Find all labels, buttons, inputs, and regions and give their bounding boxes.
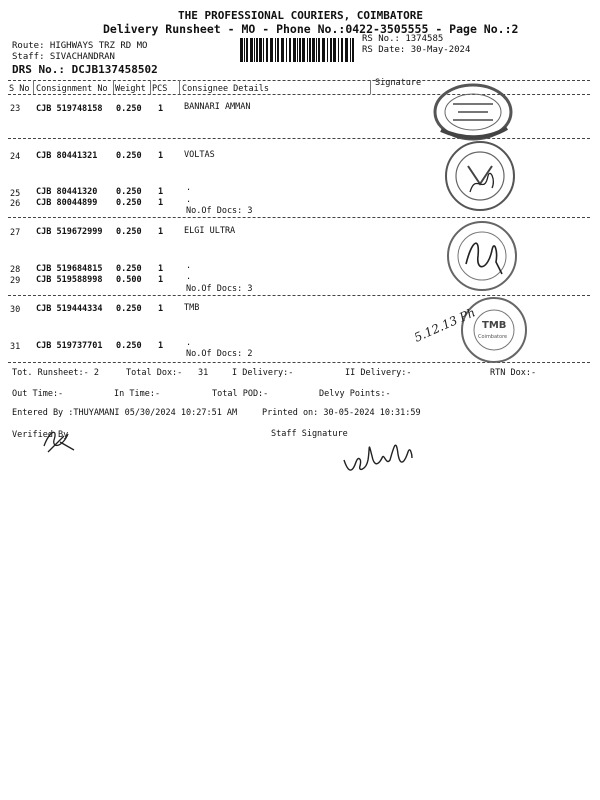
row-details: VOLTAS [184,150,215,160]
rtn-dox: RTN Dox:- [490,368,537,378]
voltas-stamp [430,136,530,216]
row-pcs: 1 [158,187,164,197]
row-consignment: CJB 519444334 [36,304,103,314]
row-pcs: 1 [158,104,164,114]
col-pcs: PCS [152,84,168,94]
runsheet-title: Delivery Runsheet - MO - Phone No.:0422-3505555 - Page No.:2 [103,22,519,36]
barcode-image [240,38,356,62]
row-weight: 0.250 [116,341,142,351]
row-weight: 0.250 [116,304,142,314]
delvy-points: Delvy Points:- [319,389,391,399]
svg-text:Coimbatore: Coimbatore [478,334,508,340]
row-details: . [186,272,192,282]
row-sno: 25 [10,189,21,199]
tmb-stamp [448,294,540,366]
row-pcs: 1 [158,151,164,161]
row-sno: 26 [10,199,21,209]
col-signature: Signature [375,78,422,88]
row-consignment: CJB 80044899 [36,198,98,208]
row-consignment: CJB 519672999 [36,227,103,237]
row-weight: 0.250 [116,151,142,161]
row-pcs: 1 [158,227,164,237]
col-weight: Weight [115,84,146,94]
row-consignment: CJB 519684815 [36,264,103,274]
row-consignment: CJB 519737701 [36,341,103,351]
row-pcs: 1 [158,198,164,208]
row-details: TMB [184,303,200,313]
row-weight: 0.250 [116,227,142,237]
ii-delivery: II Delivery:- [345,368,412,378]
row-weight: 0.250 [116,198,142,208]
rs-date: RS Date: 30-May-2024 [362,45,471,55]
row-details: ELGI ULTRA [184,226,236,236]
row-details: . [186,338,192,348]
row-consignment: CJB 80441321 [36,151,98,161]
in-time: In Time:- [114,389,161,399]
row-sno: 28 [10,265,21,275]
row-weight: 0.250 [116,187,142,197]
total-dox-label: Total Dox:- [126,368,183,378]
row-details: . [186,261,192,271]
out-time: Out Time:- [12,389,64,399]
row-consignment: CJB 80441320 [36,187,98,197]
row-details: BANNARI AMMAN [184,102,251,112]
docs-count-note: No.Of Docs: 3 [186,206,253,216]
route-label: Route: HIGHWAYS TRZ RD MO [12,41,148,51]
row-sno: 24 [10,152,21,162]
total-pod: Total POD:- [212,389,269,399]
row-pcs: 1 [158,264,164,274]
rs-number: RS No.: 1374585 [362,34,444,44]
handwritten-date: 5.12.13 Ph [411,305,478,345]
staff-handwritten-signature [338,436,418,480]
verified-by: Verified By [12,430,69,440]
docs-count-note: No.Of Docs: 3 [186,284,253,294]
row-sno: 27 [10,228,21,238]
verified-signature [40,424,80,456]
i-delivery: I Delivery:- [232,368,294,378]
row-consignment: CJB 519588998 [36,275,103,285]
docs-count-note: No.Of Docs: 2 [186,349,253,359]
company-name: THE PROFESSIONAL COURIERS, COIMBATORE [178,9,424,22]
row-pcs: 1 [158,341,164,351]
row-weight: 0.250 [116,264,142,274]
row-weight: 0.500 [116,275,142,285]
total-dox-value: 31 [198,368,209,378]
col-sno: S No [9,84,30,94]
row-pcs: 1 [158,275,164,285]
row-sno: 23 [10,104,21,114]
row-sno: 30 [10,305,21,315]
row-consignment: CJB 519748158 [36,104,103,114]
elgi-ultra-stamp [432,216,532,296]
row-pcs: 1 [158,304,164,314]
entered-by: Entered By :THUYAMANI 05/30/2024 10:27:51 AM [12,408,238,418]
staff-signature-label: Staff Signature [271,429,348,439]
staff-label: Staff: SIVACHANDRAN [12,52,115,62]
drs-number: DRS No.: DCJB137458502 [12,63,158,76]
col-consignment-no: Consignment No [36,84,108,94]
tot-runsheet: Tot. Runsheet:- 2 [12,368,99,378]
col-consignee-details: Consignee Details [182,84,269,94]
row-weight: 0.250 [116,104,142,114]
row-sno: 29 [10,276,21,286]
row-details: . [186,183,192,193]
printed-on: Printed on: 30-05-2024 10:31:59 [262,408,421,418]
row-sno: 31 [10,342,21,352]
row-details: . [186,195,192,205]
svg-text:TMB: TMB [482,320,507,331]
